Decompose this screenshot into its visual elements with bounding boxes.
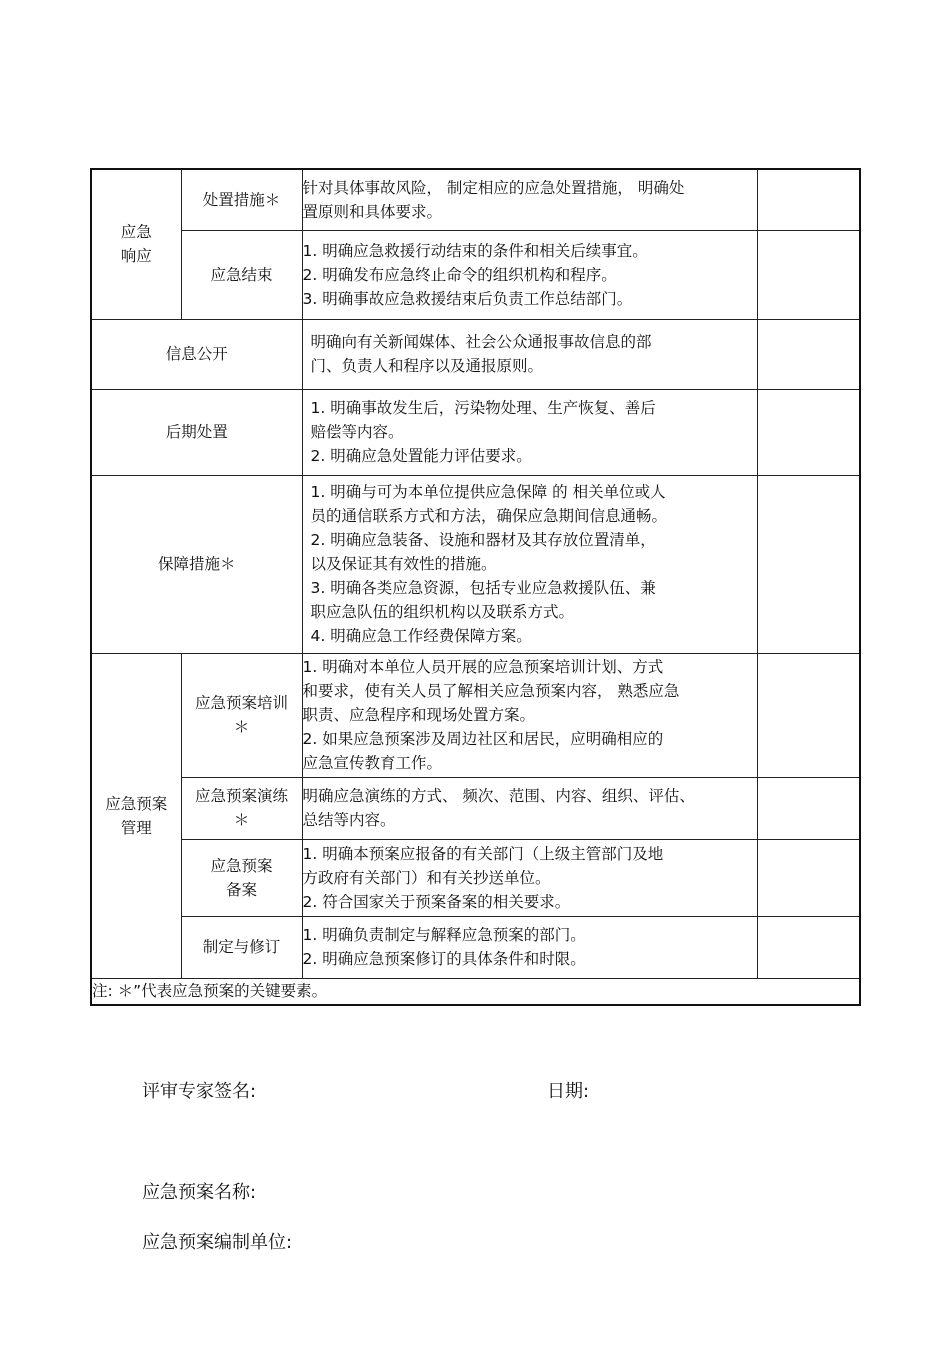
content-line: 和要求，使有关人员了解相关应急预案内容， 熟悉应急 [302, 682, 680, 700]
content-line: 置原则和具体要求。 [302, 202, 443, 221]
label-line: 备案 [225, 880, 257, 899]
category-line: 应急 [120, 223, 152, 242]
content-line: 2. 明确应急预案修订的具体条件和时限。 [302, 950, 586, 968]
item-safeguards-label: 保障措施＊ [91, 475, 302, 653]
content-line: 1. 明确应急救援行动结束的条件和相关后续事宜。 [302, 241, 648, 260]
content-line: 2. 符合国家关于预案备案的相关要求。 [302, 892, 571, 911]
category-plan-management [91, 653, 181, 978]
label-line: 应急预案培训 [194, 694, 288, 712]
score-cell [757, 839, 860, 916]
content-line: 2. 明确应急处置能力评估要求。 [310, 447, 532, 465]
row-revision [91, 916, 860, 978]
score-cell [757, 653, 860, 777]
item-revision-content [302, 916, 757, 978]
score-cell [757, 319, 860, 389]
content-line: 3. 明确事故应急救援结束后负责工作总结部门。 [302, 289, 633, 308]
row-safeguards [91, 475, 860, 653]
content-line: 应急宣传教育工作。 [302, 754, 443, 772]
content-line: 针对具体事故风险， 制定相应的应急处置措施， 明确处 [302, 178, 685, 197]
item-aftermath-label: 后期处置 [91, 389, 302, 475]
label-line: 应急预案 [210, 856, 273, 875]
row-info-disclosure [91, 319, 860, 389]
score-cell [757, 475, 860, 653]
item-drill-content [302, 777, 757, 839]
item-training-label [181, 653, 302, 777]
content-line: 4. 明确应急工作经费保障方案。 [310, 627, 532, 645]
table-note: 注: ＊”代表应急预案的关键要素。 [91, 978, 860, 1005]
item-drill-label [181, 777, 302, 839]
row-end [91, 230, 860, 319]
item-disposal-label: 处置措施＊ [181, 169, 302, 230]
item-end-label: 应急结束 [181, 230, 302, 319]
content-line: 3. 明确各类应急资源，包括专业应急救援队伍、兼 [310, 579, 656, 597]
content-line: 2. 明确应急装备、设施和器材及其存放位置清单， [310, 531, 656, 549]
content-line: 2. 如果应急预案涉及周边社区和居民，应明确相应的 [302, 730, 664, 748]
review-table [90, 168, 861, 1006]
row-note [91, 978, 860, 1005]
plan-name-label: 应急预案名称: [142, 1182, 257, 1203]
label-line: 应急预案演练 [194, 787, 288, 805]
item-info-disclosure-content [302, 319, 757, 389]
content-line: 明确应急演练的方式、 频次、范围、内容、组织、评估、 [302, 787, 695, 805]
date-label: 日期: [547, 1081, 590, 1102]
category-emergency-response [91, 169, 181, 319]
content-line: 明确向有关新闻媒体、社会公众通报事故信息的部 [310, 333, 652, 351]
item-end-content [302, 230, 757, 319]
item-disposal-content [302, 169, 757, 230]
item-filing-label [181, 839, 302, 916]
plan-unit-label: 应急预案编制单位: [142, 1232, 293, 1253]
row-training [91, 653, 860, 777]
category-line: 管理 [120, 818, 152, 837]
item-filing-content [302, 839, 757, 916]
score-cell [757, 777, 860, 839]
row-aftermath [91, 389, 860, 475]
content-line: 1. 明确与可为本单位提供应急保障 的 相关单位或人 [310, 483, 666, 501]
expert-signature-label: 评审专家签名: [142, 1081, 257, 1102]
content-line: 方政府有关部门）和有关抄送单位。 [302, 868, 551, 887]
label-line: ＊ [233, 811, 250, 829]
score-cell [757, 916, 860, 978]
content-line: 职应急队伍的组织机构以及联系方式。 [310, 603, 575, 621]
score-cell [757, 389, 860, 475]
content-line: 职责、应急程序和现场处置方案。 [302, 706, 536, 724]
row-filing [91, 839, 860, 916]
content-line: 1. 明确对本单位人员开展的应急预案培训计划、方式 [302, 658, 664, 676]
item-training-content [302, 653, 757, 777]
content-line: 赔偿等内容。 [310, 423, 404, 441]
label-line: ＊ [233, 718, 250, 736]
row-drill [91, 777, 860, 839]
content-line: 员的通信联系方式和方法，确保应急期间信息通畅。 [310, 507, 668, 525]
content-line: 总结等内容。 [302, 811, 396, 829]
category-line: 应急预案 [105, 794, 168, 813]
item-revision-label: 制定与修订 [181, 916, 302, 978]
content-line: 1. 明确负责制定与解释应急预案的部门。 [302, 926, 586, 944]
item-safeguards-content [302, 475, 757, 653]
score-cell [757, 230, 860, 319]
category-line: 响应 [120, 247, 152, 266]
content-line: 2. 明确发布应急终止命令的组织机构和程序。 [302, 265, 617, 284]
item-aftermath-content [302, 389, 757, 475]
content-line: 门、负责人和程序以及通报原则。 [310, 357, 544, 375]
item-info-disclosure-label: 信息公开 [91, 319, 302, 389]
content-line: 1. 明确事故发生后，污染物处理、生产恢复、善后 [310, 399, 656, 417]
content-line: 1. 明确本预案应报备的有关部门（上级主管部门及地 [302, 844, 664, 863]
score-cell [757, 169, 860, 230]
content-line: 以及保证其有效性的措施。 [310, 555, 497, 573]
row-disposal [91, 169, 860, 230]
